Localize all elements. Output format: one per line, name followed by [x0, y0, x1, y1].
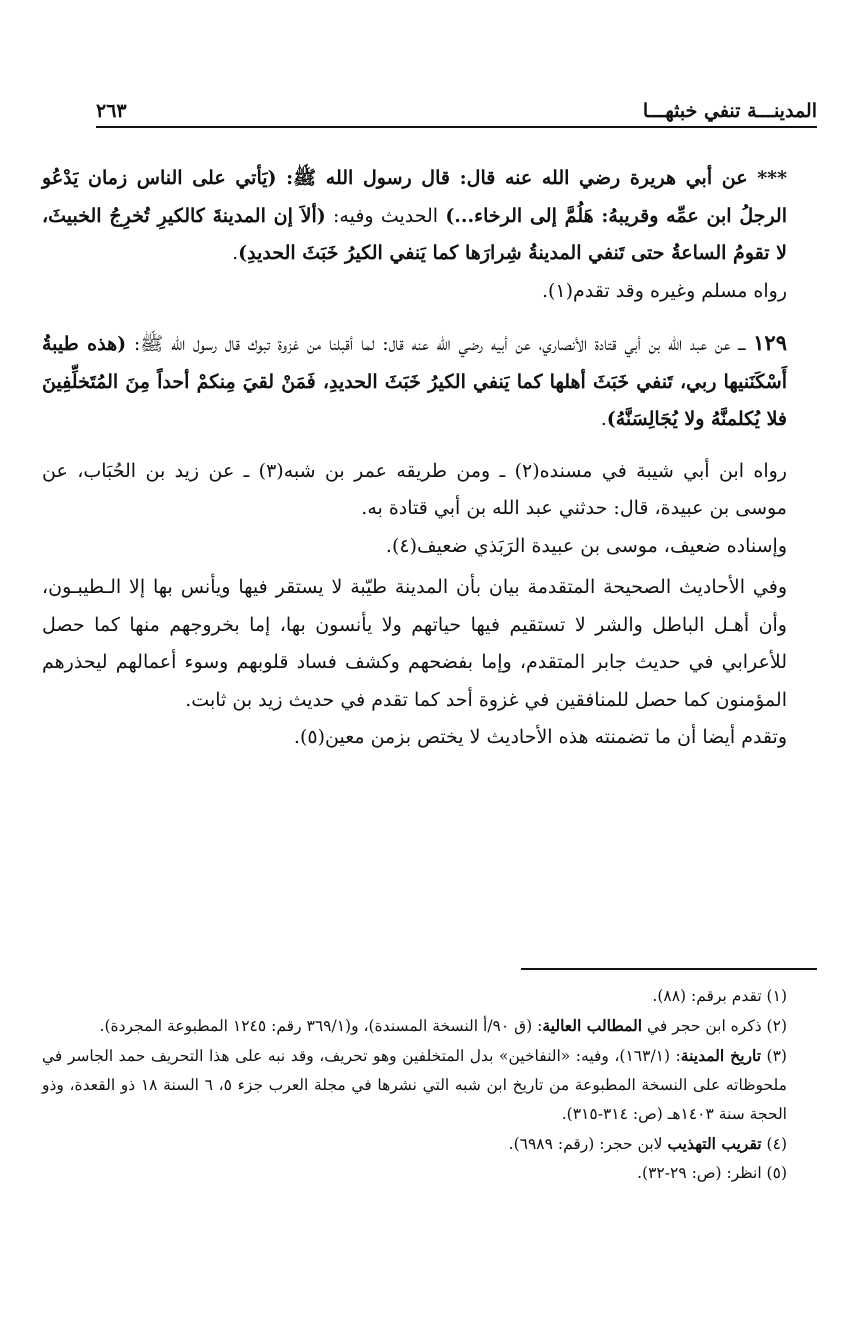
hadith-lead: ـــ عن عبد الله بن أبي قتادة الأنصاري، عن أبيه رضي الله عنه قال: لما أقبلنا من غزوة تبوك قال رسول الله ﷺ: — [126, 333, 754, 355]
footnote-source: المطالب العالية — [542, 1016, 643, 1035]
main-text — [42, 160, 817, 757]
header-rule — [96, 126, 817, 128]
footnote-separator — [521, 968, 817, 970]
header-title: المدينـــة تنفي خبثهـــا — [642, 100, 817, 122]
paragraph-narration-note: رواه مسلم وغيره وقد تقدم(١). — [541, 279, 787, 302]
footnote-3: (٣) تاريخ المدينة: (١٦٣/١)، وفيه: «النفاخين» بدل المتخلفين وهو تحريف، وقد نبه على هذا التحريف حمد الجاسر في ملحوظاته على النسخة المطبوعة من تاريخ ابن شبه التي نشرها في مجلة العرب جزء ٥، ٦ السنة ١٨ ذو القعدة، وذو الحجة سنة ١٤٠٣هـ (ص: ٣١٤-٣١٥). — [42, 1046, 787, 1123]
footnote-5: (٥) انظر: (ص: ٢٩-٣٢). — [637, 1164, 787, 1182]
hadith-end: . — [600, 408, 607, 430]
footnote-1: (١) تقدم برقم: (٨٨). — [652, 987, 787, 1005]
paragraph-conclusion: وتقدم أيضا أن ما تضمنته هذه الأحاديث لا يختص بزمن معين(٥). — [293, 726, 787, 748]
footnote-2: (٢) ذكره ابن حجر في المطالب العالية: (ق ٩٠/أ النسخة المسندة)، و(٣٦٩/١ رقم: ١٢٤٥ المطبوعة المجردة). — [99, 1016, 787, 1035]
paragraph-isnad: وإسناده ضعيف، موسى بن عبيدة الرَبَذي ضعيف(٤). — [385, 534, 787, 557]
footnotes — [42, 982, 817, 1188]
paragraph-hadith-abu-hurayra — [42, 160, 817, 273]
hadith-quote: (ألاَ إن المدينةَ كالكيرِ تُخرِجُ الخبيثَ، لا تقومُ الساعةُ حتى تَنفي المدينةُ شِرارَها كما يَنفي الكيرُ خَبَثَ الحديدِ) — [42, 204, 787, 264]
footnote-source: تقريب التهذيب — [667, 1134, 762, 1153]
spacer — [42, 310, 817, 324]
paragraph-commentary: وفي الأحاديث الصحيحة المتقدمة بيان بأن المدينة طيّبة لا يستقر فيها ويأنس بها إلا الـطيبـون، وأن أهـل الباطل والشر لا تستقيم فيها حياتهم ولا يأنسون بها، إما بخروجهم منها كما حصل للأعرابي في حديث جابر المتقدم، وإما بفضحهم وكشف فساد قلوبهم وسوء أعمالهم ليحذرهم المؤمنون كما حصل للمنافقين في غزوة أحد كما تقدم في حديث زيد بن ثابت. — [42, 576, 787, 711]
paragraph-takhrij: رواه ابن أبي شيبة في مسنده(٢) ـ ومن طريقه عمر بن شبه(٣) ـ عن زيد بن الحُبَاب، عن موسى بن عبيدة، قال: حدثني عبد الله بن أبي قتادة به. — [42, 459, 787, 519]
spacer — [42, 439, 817, 453]
hadith-quote: (يَأتي على الناس زمان يَدْعُو الرجلُ ابن عمِّه وقريبهُ: هَلُمَّ إلى الرخاء...) — [42, 167, 788, 227]
footnote-4: (٤) تقريب التهذيب لابن حجر: (رقم: ٦٩٨٩). — [508, 1134, 787, 1153]
paragraph-hadith-129 — [42, 324, 817, 439]
footnote-source: تاريخ المدينة — [680, 1046, 762, 1065]
hadith-number: ١٢٩ — [753, 330, 787, 355]
page-number: ٢٦٣ — [96, 100, 127, 122]
hadith-quote: (هذه طيبةُ أَسْكَنَنيها ربي، تَنفي خَبَثَ أهلها كما يَنفي الكيرُ خَبَثَ الحديدِ، فَمَنْ لقيَ مِنكمْ أحداً مِنَ المُتَخلِّفِينَ فلا يُكلمنَّهُ ولا يُجَالِسَنَّهُ) — [42, 333, 787, 430]
hadith-end: . — [232, 242, 239, 264]
hadith-lead: *** عن أبي هريرة رضي الله عنه قال: قال رسول الله ﷺ: — [276, 167, 787, 189]
running-header — [96, 86, 817, 122]
hadith-mid: الحديث وفيه: — [325, 204, 446, 227]
